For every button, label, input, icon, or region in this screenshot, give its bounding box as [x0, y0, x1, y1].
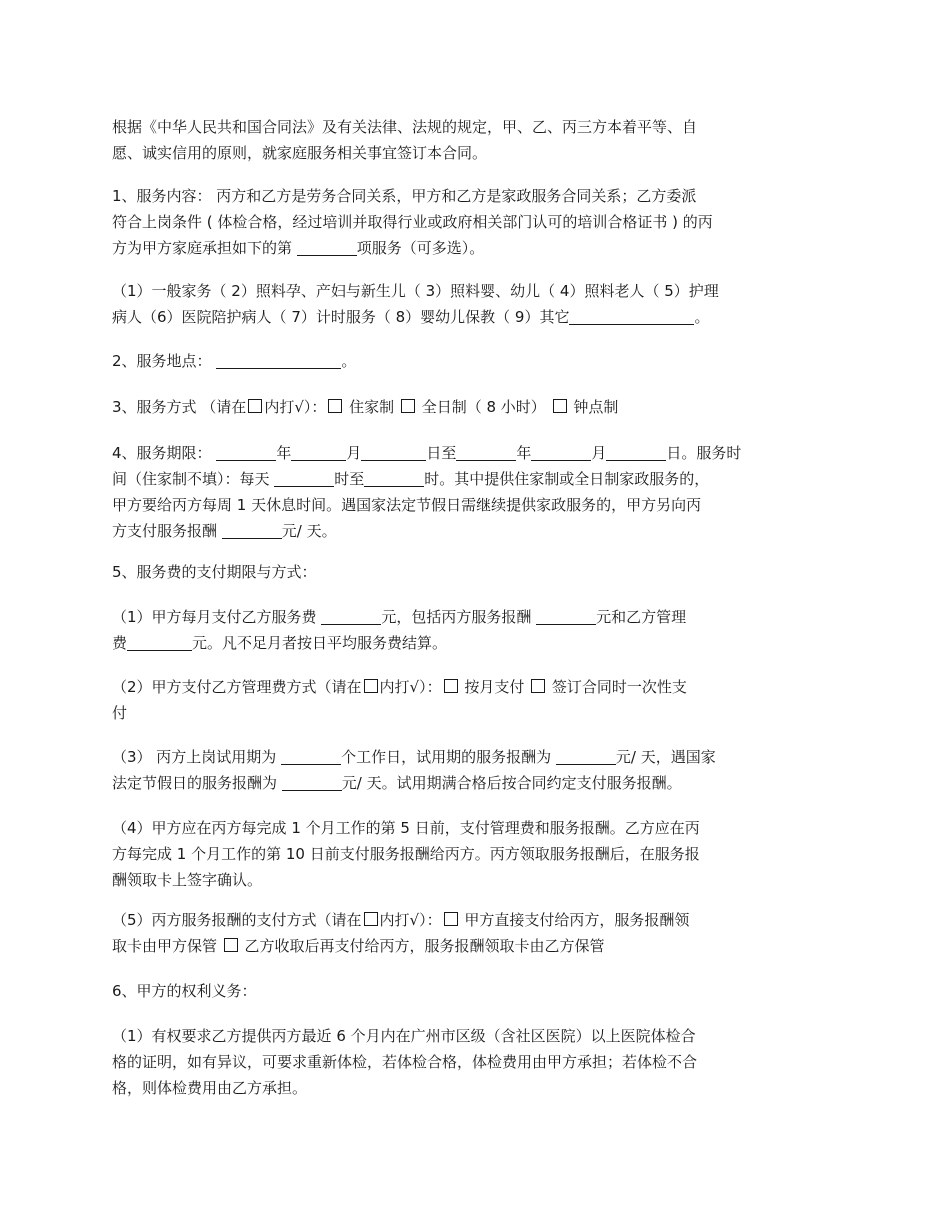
- fill-blank[interactable]: [361, 442, 426, 461]
- fill-blank[interactable]: [274, 468, 334, 487]
- fill-blank[interactable]: [291, 442, 346, 461]
- fill-blank[interactable]: [216, 442, 276, 461]
- text-line: [112, 304, 842, 330]
- checkbox-monthly[interactable]: [444, 679, 458, 693]
- text-segment: 项服务（可多选）。: [356, 239, 485, 257]
- text-segment: 元/ 天，遇国家: [615, 748, 716, 766]
- text-segment: 3、服务方式 （请在: [112, 398, 247, 416]
- text-line: [112, 744, 842, 770]
- section-4-service-period: [112, 440, 842, 544]
- preamble-paragraph: [112, 114, 842, 166]
- fill-blank[interactable]: [531, 442, 591, 461]
- text-line: 愿、诚实信用的原则，就家庭服务相关事宜签订本合同。: [112, 144, 488, 162]
- text-segment: 费: [112, 634, 128, 652]
- fill-blank[interactable]: [127, 632, 192, 651]
- text-segment: 按月支付: [459, 678, 530, 696]
- text-line: [112, 394, 842, 420]
- text-line: [112, 630, 842, 656]
- text-segment: 年: [276, 444, 292, 462]
- text-segment: 病人（6）医院陪护病人（ 7）计时服务（ 8）婴幼儿保教（ 9）其它: [112, 308, 570, 326]
- text-line: （1）一般家务（ 2）照料孕、产妇与新生儿（ 3）照料婴、幼儿（ 4）照料老人（ 5）护理: [112, 282, 719, 300]
- checkbox-full-day[interactable]: [401, 399, 415, 413]
- text-line: [112, 466, 842, 492]
- text-segment: （3） 丙方上岗试用期为: [112, 748, 282, 766]
- checkbox-party-b-collect[interactable]: [224, 938, 238, 952]
- text-line: 方每完成 1 个月工作的第 10 日前支付服务报酬给丙方。丙方领取服务报酬后，在服务报: [112, 845, 700, 863]
- checkbox-one-time[interactable]: [531, 679, 545, 693]
- text-segment: 个工作日，试用期的服务报酬为: [341, 748, 556, 766]
- text-segment: 钟点制: [568, 398, 619, 416]
- section-6-item-1: [112, 1023, 842, 1101]
- fill-blank[interactable]: [281, 746, 341, 765]
- text-line: [112, 907, 842, 933]
- text-line: [112, 933, 842, 959]
- text-line: 1、服务内容： 丙方和乙方是劳务合同关系，甲方和乙方是家政服务合同关系；乙方委派: [112, 187, 697, 205]
- section-2-service-location: [112, 348, 842, 374]
- text-segment: 全日制（ 8 小时）: [416, 398, 551, 416]
- text-line: 付: [112, 704, 128, 722]
- text-segment: 2、服务地点：: [112, 352, 217, 370]
- section-5-item-2: [112, 674, 842, 726]
- checkbox-hourly[interactable]: [553, 399, 567, 413]
- text-segment: 元/ 天。: [281, 522, 337, 540]
- fill-blank[interactable]: [456, 442, 516, 461]
- text-line: 格的证明，如有异议，可要求重新体检，若体检合格，体检费用由甲方承担；若体检不合: [112, 1053, 698, 1071]
- fill-blank[interactable]: [536, 606, 596, 625]
- section-5-title: [112, 559, 842, 585]
- text-segment: 时至: [334, 470, 365, 488]
- text-segment: 年: [516, 444, 532, 462]
- section-5-item-1: [112, 604, 842, 656]
- section-1-service-content: [112, 183, 842, 261]
- text-segment: 间（住家制不填）：每天: [112, 470, 275, 488]
- text-segment: 元。凡不足月者按日平均服务费结算。: [192, 634, 448, 652]
- section-5-item-5: [112, 907, 842, 959]
- text-segment: （5）丙方服务报酬的支付方式（请在: [112, 911, 362, 929]
- text-line: 甲方要给丙方每周 1 天休息时间。遇国家法定节假日需继续提供家政服务的，甲方另向丙: [112, 496, 702, 514]
- checkbox-live-in[interactable]: [328, 399, 342, 413]
- fill-blank[interactable]: [606, 442, 666, 461]
- text-segment: 签订合同时一次性支: [547, 678, 687, 696]
- text-line: 符合上岗条件 ( 体检合格，经过培训并取得行业或政府相关部门认可的培训合格证书 ) 的丙: [112, 213, 713, 231]
- text-segment: （1）甲方每月支付乙方服务费: [112, 608, 322, 626]
- text-segment: 内打√）：: [379, 911, 442, 929]
- section-3-service-mode: [112, 394, 842, 420]
- checkbox-sample-icon: [364, 679, 378, 693]
- fill-blank[interactable]: [216, 350, 341, 369]
- text-line: （4）甲方应在丙方每完成 1 个月工作的第 5 日前，支付管理费和服务报酬。乙方应在丙: [112, 819, 700, 837]
- text-line: [112, 770, 842, 796]
- checkbox-sample-icon: [364, 912, 378, 926]
- text-segment: 元/ 天。试用期满合格后按合同约定支付服务报酬。: [341, 774, 682, 792]
- checkbox-sample-icon: [248, 399, 262, 413]
- text-line: 6、甲方的权利义务：: [112, 982, 257, 1000]
- text-segment: 日。服务时: [666, 444, 742, 462]
- text-line: [112, 518, 842, 544]
- text-segment: （2）甲方支付乙方管理费方式（请在: [112, 678, 362, 696]
- text-segment: 方为甲方家庭承担如下的第: [112, 239, 297, 257]
- fill-blank[interactable]: [297, 237, 357, 256]
- text-segment: 住家制: [344, 398, 399, 416]
- section-5-item-3: [112, 744, 842, 796]
- text-segment: 元和乙方管理: [596, 608, 687, 626]
- text-segment: 内打√）：: [264, 398, 327, 416]
- text-segment: 日至: [426, 444, 457, 462]
- text-segment: 4、服务期限：: [112, 444, 217, 462]
- section-6-title: [112, 978, 842, 1004]
- text-line: [112, 674, 842, 700]
- text-segment: 内打√）：: [379, 678, 442, 696]
- text-line: （1）有权要求乙方提供丙方最近 6 个月内在广州市区级（含社区医院）以上医院体检合: [112, 1027, 696, 1045]
- fill-blank[interactable]: [222, 520, 282, 539]
- text-segment: 月: [346, 444, 362, 462]
- text-segment: 法定节假日的服务报酬为: [112, 774, 282, 792]
- text-segment: 。: [341, 352, 357, 370]
- checkbox-party-a-direct[interactable]: [444, 912, 458, 926]
- text-segment: 甲方直接支付给丙方，服务报酬领: [459, 911, 690, 929]
- text-segment: 。: [694, 308, 710, 326]
- text-line: [112, 440, 842, 466]
- text-segment: 乙方收取后再支付给丙方，服务报酬领取卡由乙方保管: [239, 937, 605, 955]
- text-segment: 月: [591, 444, 607, 462]
- fill-blank[interactable]: [556, 746, 616, 765]
- text-line: [112, 235, 842, 261]
- text-segment: 方支付服务报酬: [112, 522, 222, 540]
- fill-blank[interactable]: [282, 772, 342, 791]
- text-line: [112, 348, 842, 374]
- fill-blank[interactable]: [364, 468, 424, 487]
- section-1-options: [112, 278, 842, 330]
- text-segment: 取卡由甲方保管: [112, 937, 222, 955]
- text-segment: 时。其中提供住家制或全日制家政服务的，: [424, 470, 710, 488]
- fill-blank[interactable]: [569, 306, 694, 325]
- text-line: [112, 604, 842, 630]
- text-segment: 元，包括丙方服务报酬: [381, 608, 537, 626]
- section-5-item-4: [112, 815, 842, 893]
- text-line: 酬领取卡上签字确认。: [112, 871, 263, 889]
- fill-blank[interactable]: [321, 606, 381, 625]
- text-line: 根据《中华人民共和国合同法》及有关法律、法规的规定，甲、乙、丙三方本着平等、自: [112, 118, 698, 136]
- text-line: 5、服务费的支付期限与方式：: [112, 563, 317, 581]
- text-line: 格，则体检费用由乙方承担。: [112, 1079, 308, 1097]
